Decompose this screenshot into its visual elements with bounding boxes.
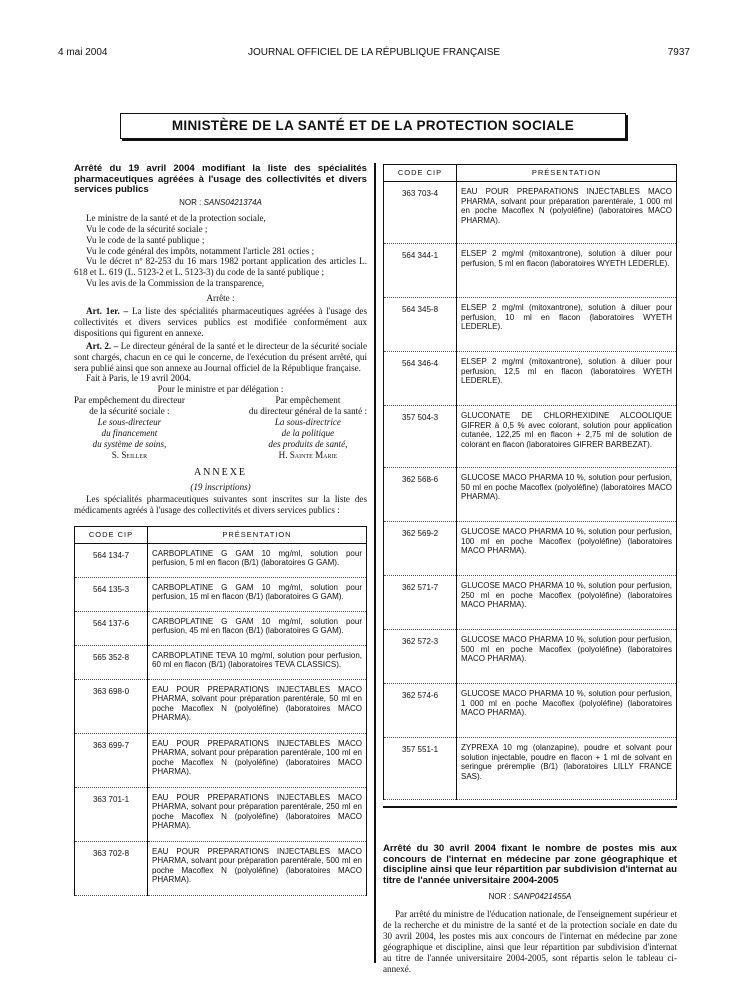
- presentation-cell: GLUCOSE MACO PHARMA 10 %, solution pour perfusion, 500 ml en poche Macoflex (polyoléfine) (laboratoires MACO PHARMA).: [457, 630, 677, 684]
- section-separator: [383, 806, 677, 808]
- presentation-cell: GLUCOSE MACO PHARMA 10 %, solution pour perfusion, 100 ml en poche Macoflex (polyoléfine) (laboratoires MACO PHARMA).: [457, 522, 677, 576]
- header-presentation: PRÉSENTATION: [148, 526, 367, 543]
- left-column: [74, 164, 367, 896]
- cip-code-cell: 363 701-1: [75, 787, 148, 841]
- cip-code-cell: 564 344-1: [384, 244, 457, 298]
- arrete-2-title: Arrêté du 30 avril 2004 fixant le nombre de postes mis aux concours de l'internat en médecine par zone géographique et discipline ainsi que leur répartition par subdivision d'internat au titre de l'année universitaire 2004-2005: [383, 843, 677, 886]
- table-row: [384, 406, 677, 468]
- table-row: [75, 611, 367, 645]
- header-date: 4 mai 2004: [58, 47, 108, 58]
- article-1-label: Art. 1er. –: [86, 306, 129, 317]
- presentation-cell: EAU POUR PREPARATIONS INJECTABLES MACO PHARMA, solvant pour préparation parentérale, 500 ml en poche Macoflex N (polyoléfine) (laboratoires MACO PHARMA).: [148, 841, 367, 895]
- signature-left: [74, 395, 185, 460]
- presentation-cell: GLUCONATE DE CHLORHEXIDINE ALCOOLIQUE GIFRER à 0,5 % avec colorant, solution pour application cutanée, 122,25 ml en flacon + 2,75 ml de solution de colorant en flacon (laboratoires GIFRER BARBEZAT).: [457, 406, 677, 468]
- sig-left-name: S. Seiller: [111, 449, 148, 460]
- arrete-1-nor: [74, 198, 367, 207]
- header-journal-title: JOURNAL OFFICIEL DE LA RÉPUBLIQUE FRANÇAISE: [247, 47, 501, 58]
- presentation-cell: CARBOPLATINE G GAM 10 mg/ml, solution pour perfusion, 45 ml en flacon (B/1) (laboratoires G GAM).: [148, 611, 367, 645]
- cip-code-cell: 362 574-6: [384, 684, 457, 738]
- cip-code-cell: 362 568-6: [384, 468, 457, 522]
- ministry-banner: MINISTÈRE DE LA SANTÉ ET DE LA PROTECTION SOCIALE: [120, 113, 626, 139]
- presentation-cell: GLUCOSE MACO PHARMA 10 %, solution pour perfusion, 250 ml en poche Macoflex (polyoléfine) (laboratoires MACO PHARMA).: [457, 576, 677, 630]
- visa-paragraph: Le ministre de la santé et de la protection sociale,: [86, 212, 266, 223]
- presentation-cell: ELSEP 2 mg/ml (mitoxantrone), solution à diluer pour perfusion, 5 ml en flacon (laboratoires WYETH LEDERLE).: [457, 244, 677, 298]
- right-column: [383, 164, 677, 975]
- arrete-1-title: Arrêté du 19 avril 2004 modifiant la liste des spécialités pharmaceutiques agréées à l'usage des collectivités et divers services publics: [74, 163, 367, 196]
- presentation-cell: ELSEP 2 mg/ml (mitoxantrone), solution à diluer pour perfusion, 10 ml en flacon (laboratoires WYETH LEDERLE).: [457, 298, 677, 352]
- cip-code-cell: 363 699-7: [75, 733, 148, 787]
- nor-label: NOR :: [179, 197, 202, 207]
- fait-a-paris: Fait à Paris, le 19 avril 2004.: [86, 373, 192, 384]
- sig-left-title: du financement: [101, 428, 158, 438]
- table-row: [384, 352, 677, 406]
- page-header: [58, 47, 690, 61]
- table-row: [384, 298, 677, 352]
- cip-code-cell: 363 702-8: [75, 841, 148, 895]
- annexe-table-right: [383, 164, 677, 800]
- table-row: [75, 841, 367, 895]
- table-row: [384, 576, 677, 630]
- table-header-row: [384, 165, 677, 182]
- cip-code-cell: 564 134-7: [75, 543, 148, 577]
- presentation-cell: CARBOPLATINE TEVA 10 mg/ml, solution pour perfusion, 60 ml en flacon (B/1) (laboratoires TEVA CLASSICS).: [148, 645, 367, 679]
- table-row: [75, 679, 367, 733]
- article-2-label: Art. 2. –: [86, 340, 119, 351]
- presentation-cell: GLUCOSE MACO PHARMA 10 %, solution pour perfusion, 50 ml en poche Macoflex (polyoléfine) (laboratoires MACO PHARMA).: [457, 468, 677, 522]
- header-page-number: 7937: [667, 47, 690, 58]
- table-row: [75, 577, 367, 611]
- table-body-left: [75, 543, 367, 895]
- table-row: [384, 630, 677, 684]
- table-row: [384, 468, 677, 522]
- table-row: [384, 522, 677, 576]
- sig-left-title: du système de soins,: [92, 438, 167, 449]
- table-row: [384, 182, 677, 244]
- visa-paragraph: Vu le code de la sécurité sociale ;: [86, 223, 208, 234]
- inscriptions-count: (19 inscriptions): [190, 481, 251, 492]
- cip-code-cell: 564 137-6: [75, 611, 148, 645]
- cip-code-cell: 363 703-4: [384, 182, 457, 244]
- table-row: [75, 645, 367, 679]
- nor-label: NOR :: [488, 892, 511, 902]
- visa-paragraph: Vu le décret nº 82-253 du 16 mars 1982 portant application des articles L. 618 et L. 619 (L. 5123-2 et L. 5123-3) du code de la santé publique ;: [74, 256, 367, 278]
- nor-code: SANP0421455A: [513, 892, 572, 902]
- cip-code-cell: 564 345-8: [384, 298, 457, 352]
- visa-paragraph: Vu les avis de la Commission de la transparence,: [86, 278, 264, 289]
- visa-paragraph: Vu le code général des impôts, notamment l'article 281 octies ;: [86, 245, 315, 256]
- table-row: [75, 543, 367, 577]
- presentation-cell: GLUCOSE MACO PHARMA 10 %, solution pour perfusion, 1 000 ml en poche Macoflex (polyoléfine) (laboratoires MACO PHARMA).: [457, 684, 677, 738]
- annexe-text: Les spécialités pharmaceutiques suivantes sont inscrites sur la liste des médicaments agréés à l'usage des collectivités et divers services publics :: [74, 493, 367, 515]
- table-header-row: [75, 526, 367, 543]
- presentation-cell: CARBOPLATINE G GAM 10 mg/ml, solution pour perfusion, 15 ml en flacon (B/1) (laboratoires G GAM).: [148, 577, 367, 611]
- presentation-cell: EAU POUR PREPARATIONS INJECTABLES MACO PHARMA, solvant pour préparation parentérale, 100 ml en poche Macoflex N (polyoléfine) (laboratoires MACO PHARMA).: [148, 733, 367, 787]
- table-row: [75, 787, 367, 841]
- signatures: [74, 395, 367, 460]
- arrete-2-nor: [383, 892, 677, 901]
- cip-code-cell: 362 569-2: [384, 522, 457, 576]
- nor-code: SANS0421374A: [203, 197, 262, 207]
- cip-code-cell: 564 346-4: [384, 352, 457, 406]
- presentation-cell: EAU POUR PREPARATIONS INJECTABLES MACO PHARMA, solvant pour préparation parentérale, 1 000 ml en poche Macoflex N (polyoléfine) (laboratoires MACO PHARMA).: [457, 182, 677, 244]
- sig-left-line: Par empêchement du directeur: [74, 395, 185, 406]
- sig-right-title: de la politique: [281, 428, 335, 438]
- cip-code-cell: 362 571-7: [384, 576, 457, 630]
- sig-right-name: H. Sainte Marie: [278, 449, 338, 460]
- cip-code-cell: 362 572-3: [384, 630, 457, 684]
- table-row: [384, 684, 677, 738]
- table-row: [75, 733, 367, 787]
- presentation-cell: ZYPREXA 10 mg (olanzapine), poudre et solvant pour solution injectable, poudre en flacon + 1 ml de solvant en seringue préremplie (B/1) (laboratoires LILLY FRANCE SAS).: [457, 738, 677, 800]
- article-1-text: La liste des spécialités pharmaceutiques agréées à l'usage des collectivités et divers services publics est modifiée conformément aux dispositions qui figurent en annexe.: [74, 306, 368, 338]
- table-body-right: [384, 182, 677, 800]
- cip-code-cell: 357 551-1: [384, 738, 457, 800]
- sig-right-title: La sous-directrice: [274, 417, 341, 428]
- pour-le-ministre: Pour le ministre et par délégation :: [157, 384, 284, 395]
- cip-code-cell: 564 135-3: [75, 577, 148, 611]
- arrete-2-text: Par arrêté du ministre de l'éducation nationale, de l'enseignement supérieur et de la recherche et du ministre de la santé et de la protection sociale en date du 30 avril 2004, les postes mis aux concours de l'internat en médecine par zone géographique et discipline, ainsi que leur répartition par subdivision d'internat au titre de l'année universitaire 2004-2005, sont répartis selon le tableau ci-annexé.: [383, 909, 677, 974]
- annexe-table-left: [74, 526, 367, 896]
- presentation-cell: CARBOPLATINE G GAM 10 mg/ml, solution pour perfusion, 5 ml en flacon (B/1) (laboratoires G GAM).: [148, 543, 367, 577]
- article-1: [74, 306, 367, 339]
- header-code-cip: CODE CIP: [384, 165, 457, 182]
- arrete-1-visas: [74, 213, 367, 289]
- sig-right-line: du directeur général de la santé :: [248, 406, 367, 417]
- cip-code-cell: 565 352-8: [75, 645, 148, 679]
- header-code-cip: CODE CIP: [75, 526, 148, 543]
- cip-code-cell: 363 698-0: [75, 679, 148, 733]
- table-row: [384, 738, 677, 800]
- sig-left-line: de la sécurité sociale :: [89, 406, 170, 417]
- presentation-cell: ELSEP 2 mg/ml (mitoxantrone), solution à diluer pour perfusion, 12,5 ml en flacon (laboratoires WYETH LEDERLE).: [457, 352, 677, 406]
- article-2: [74, 341, 367, 374]
- arrete-label: Arrête :: [206, 293, 235, 304]
- article-2-text: Le directeur général de la santé et le directeur de la sécurité sociale sont chargés, chacun en ce qui le concerne, de l'exécution du présent arrêté, qui sera publié ainsi que son annexe au Journal officiel de la République française.: [74, 340, 367, 373]
- signature-right: [249, 395, 367, 460]
- column-divider: [374, 163, 376, 963]
- cip-code-cell: 357 504-3: [384, 406, 457, 468]
- header-presentation: PRÉSENTATION: [457, 165, 677, 182]
- sig-right-title: des produits de santé,: [268, 438, 348, 449]
- visa-paragraph: Vu le code de la santé publique ;: [86, 234, 205, 245]
- presentation-cell: EAU POUR PREPARATIONS INJECTABLES MACO PHARMA, solvant pour préparation parentérale, 50 ml en poche Macoflex N (polyoléfine) (laboratoires MACO PHARMA).: [148, 679, 367, 733]
- sig-right-line: Par empêchement: [275, 395, 341, 406]
- sig-left-title: Le sous-directeur: [97, 417, 162, 428]
- presentation-cell: EAU POUR PREPARATIONS INJECTABLES MACO PHARMA, solvant pour préparation parentérale, 250 ml en poche Macoflex N (polyoléfine) (laboratoires MACO PHARMA).: [148, 787, 367, 841]
- table-row: [384, 244, 677, 298]
- annexe-heading: ANNEXE: [193, 466, 248, 478]
